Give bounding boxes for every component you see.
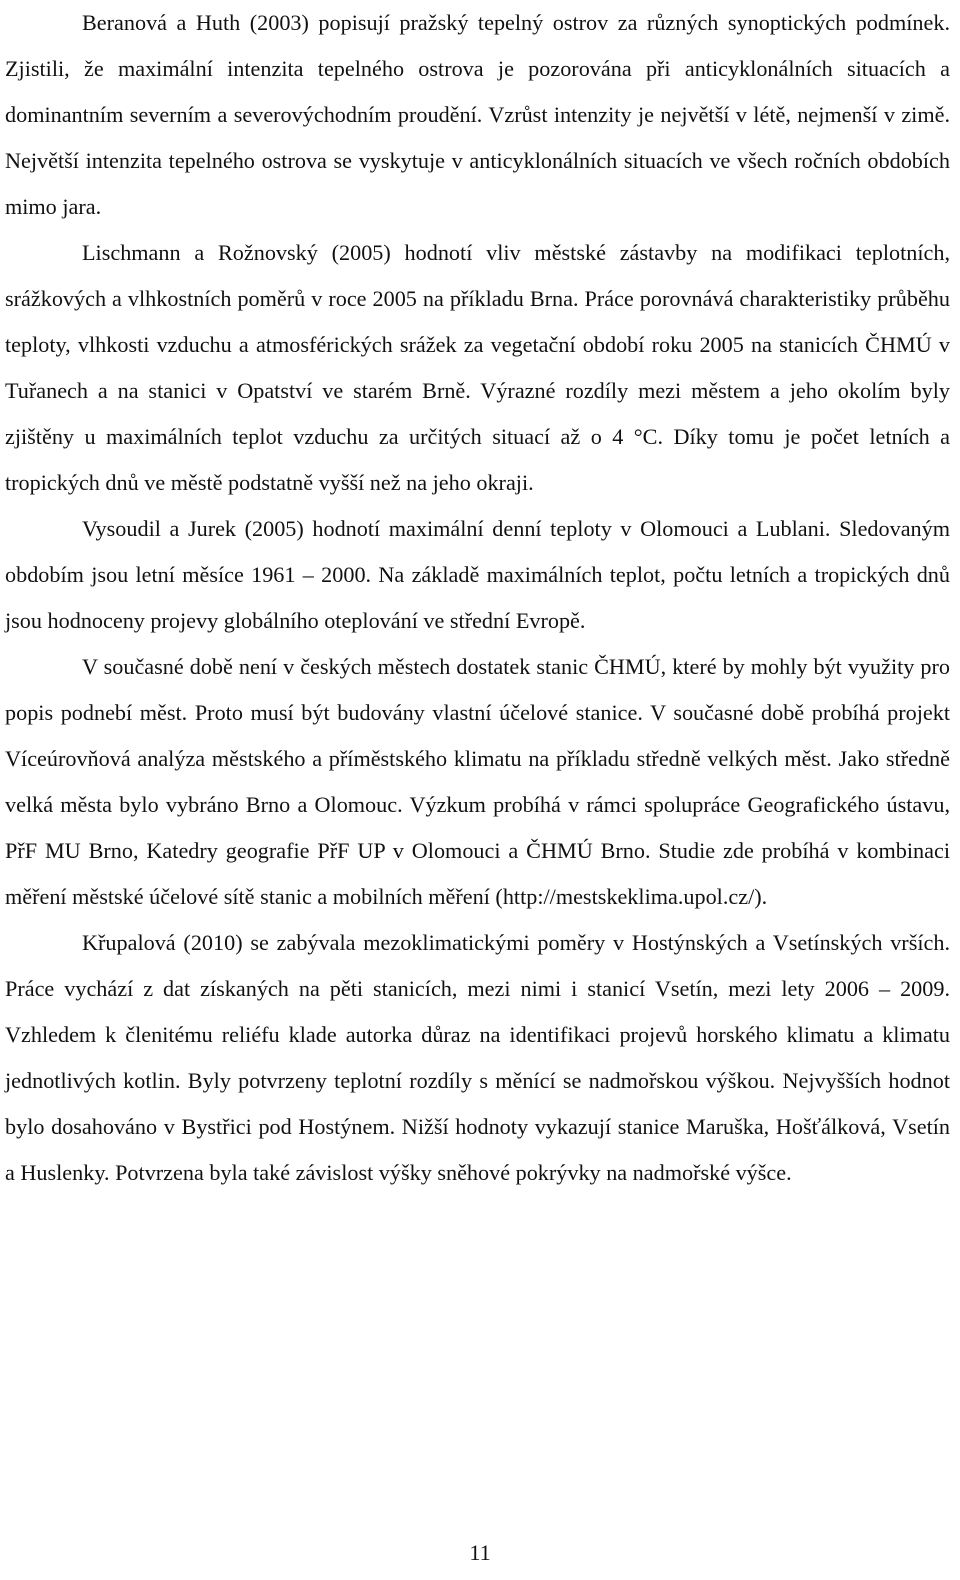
- paragraph-soucasne-stanice: V současné době není v českých městech dostatek stanic ČHMÚ, které by mohly být využity pro popis podnebí měst. Proto musí být budovány vlastní účelové stanice. V současné době probíhá projekt Víceúrovňová analýza městského a příměstského klimatu na příkladu středně velkých měst. Jako středně velká města bylo vybráno Brno a Olomouc. Výzkum probíhá v rámci spolupráce Geografického ústavu, PřF MU Brno, Katedry geografie PřF UP v Olomouci a ČHMÚ Brno. Studie zde probíhá v kombinaci měření městské účelové sítě stanic a mobilních měření (http://mestskeklima.upol.cz/).: [5, 654, 950, 909]
- paragraph-vysoudil-jurek: Vysoudil a Jurek (2005) hodnotí maximální denní teploty v Olomouci a Lublani. Sledovaným obdobím jsou letní měsíce 1961 – 2000. Na základě maximálních teplot, počtu letních a tropických dnů jsou hodnoceny projevy globálního oteplování ve střední Evropě.: [5, 516, 950, 633]
- paragraph-krupalova: Křupalová (2010) se zabývala mezoklimatickými poměry v Hostýnských a Vsetínských vrších. Práce vychází z dat získaných na pěti stanicích, mezi nimi i stanicí Vsetín, mezi lety 2006 – 2009. Vzhledem k členitému reliéfu klade autorka důraz na identifikaci projevů horského klimatu a klimatu jednotlivých kotlin. Byly potvrzeny teplotní rozdíly s měnící se nadmořskou výškou. Nejvyšších hodnot bylo dosahováno v Bystřici pod Hostýnem. Nižší hodnoty vykazují stanice Maruška, Hošťálková, Vsetín a Huslenky. Potvrzena byla také závislost výšky sněhové pokrývky na nadmořské výšce.: [5, 930, 950, 1185]
- page-number: 11: [469, 1540, 491, 1565]
- paragraph-beranova-huth: Beranová a Huth (2003) popisují pražský tepelný ostrov za různých synoptických podmínek. Zjistili, že maximální intenzita tepelného ostrova je pozorována při anticyklonálních situacích a dominantním severním a severovýchodním proudění. Vzrůst intenzity je největší v létě, nejmenší v zimě. Největší intenzita tepelného ostrova se vyskytuje v anticyklonálních situacích ve všech ročních obdobích mimo jara.: [5, 10, 950, 219]
- paragraph-lischmann-roznovsky: Lischmann a Rožnovský (2005) hodnotí vliv městské zástavby na modifikaci teplotních, srážkových a vlhkostních poměrů v roce 2005 na příkladu Brna. Práce porovnává charakteristiky průběhu teploty, vlhkosti vzduchu a atmosférických srážek za vegetační období roku 2005 na stanicích ČHMÚ v Tuřanech a na stanici v Opatství ve starém Brně. Výrazné rozdíly mezi městem a jeho okolím byly zjištěny u maximálních teplot vzduchu za určitých situací až o 4 °C. Díky tomu je počet letních a tropických dnů ve městě podstatně vyšší než na jeho okraji.: [5, 240, 950, 495]
- document-page: [5, 0, 950, 1196]
